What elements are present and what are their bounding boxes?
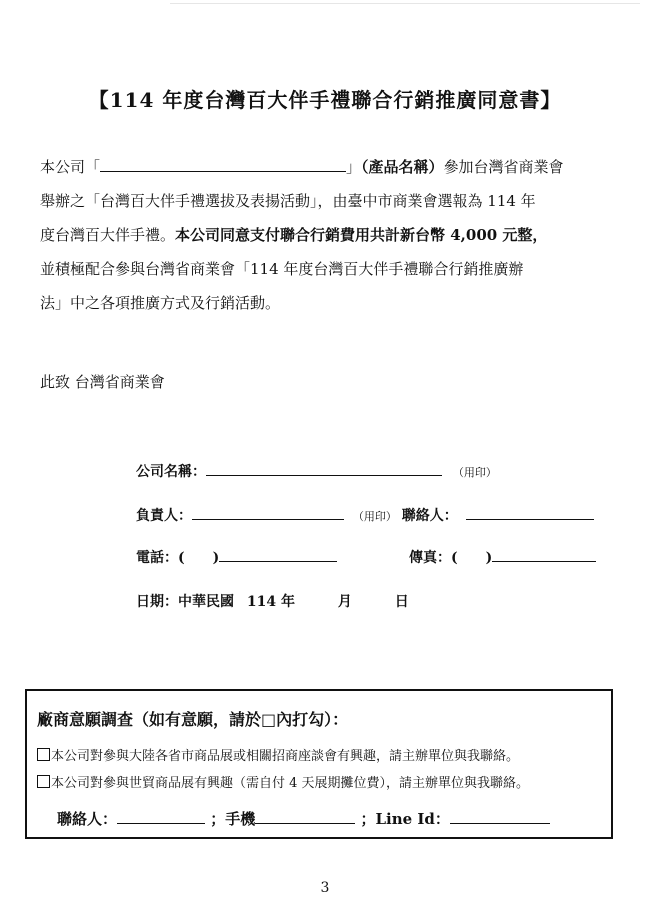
contact-person-label: 聯絡人： — [401, 508, 458, 524]
company-name-label: 公司名稱： — [136, 464, 206, 480]
date-year: 114 — [246, 594, 277, 610]
checkbox-option-1[interactable] — [37, 748, 50, 761]
quote-close: 」 — [346, 158, 362, 176]
paragraph-line-5: 法」中之各項推廣方式及行銷活動。 — [40, 294, 281, 312]
date-label: 日期：中華民國 — [136, 594, 234, 610]
paragraph-line-3 — [40, 218, 615, 252]
date-month-unit: 月 — [337, 594, 352, 610]
survey-option-1 — [37, 745, 519, 764]
phone-area-paren: ) — [212, 550, 220, 566]
product-name-field[interactable] — [100, 155, 346, 172]
survey-option-1-label: 本公司對參與大陸各省市商品展或相關招商座談會有興趣，請主辦單位與我聯絡。 — [51, 749, 520, 764]
date-year-unit: 年 — [280, 594, 295, 610]
company-name-field[interactable] — [206, 459, 442, 476]
fee-statement: 本公司同意支付聯合行銷費用共計新台幣 4,000 元整， — [175, 226, 548, 244]
paragraph-line-2: 舉辦之「台灣百大伴手禮選拔及表揚活動」，由臺中市商業會選報為 114 年 — [40, 192, 536, 210]
fax-label: 傳真：( — [409, 550, 458, 566]
top-divider — [170, 3, 640, 4]
page-number: 3 — [320, 880, 330, 896]
survey-line-id-label: ；Line Id： — [360, 810, 450, 828]
survey-line-id-field[interactable] — [450, 807, 550, 824]
survey-heading: 廠商意願調查（如有意願，請於□內打勾）： — [37, 710, 349, 729]
date-row — [136, 591, 409, 611]
salutation: 此致 台灣省商業會 — [40, 373, 165, 391]
page-title: 【114 年度台灣百大伴手禮聯合行銷推廣同意書】 — [88, 88, 562, 112]
survey-option-2 — [37, 772, 529, 791]
responsible-person-label: 負責人： — [136, 508, 192, 524]
fax-field[interactable] — [492, 545, 596, 562]
quote-open: 本公司「 — [40, 158, 101, 176]
phone-fax-row — [136, 545, 596, 567]
checkbox-option-2[interactable] — [37, 775, 50, 788]
fax-area-paren: ) — [485, 550, 493, 566]
paragraph-text: 參加台灣省商業會 — [443, 158, 564, 176]
responsible-person-field[interactable] — [192, 503, 344, 520]
consent-paragraph — [40, 150, 615, 320]
product-name-label: （產品名稱） — [361, 158, 444, 176]
seal-note: （用印） — [452, 466, 497, 479]
vendor-survey-box — [25, 689, 613, 839]
phone-field[interactable] — [219, 545, 337, 562]
survey-mobile-field[interactable] — [255, 807, 355, 824]
person-row — [136, 503, 594, 525]
survey-contact-row — [57, 807, 550, 829]
date-day-unit: 日 — [394, 594, 409, 610]
seal-note: （用印） — [352, 510, 397, 523]
paragraph-line-1 — [40, 150, 615, 184]
paragraph-text: 度台灣百大伴手禮。 — [40, 226, 176, 244]
paragraph-line-4: 並積極配合參與台灣省商業會「114 年度台灣百大伴手禮聯合行銷推廣辦 — [40, 260, 524, 278]
survey-contact-label: 聯絡人： — [57, 810, 118, 828]
survey-contact-field[interactable] — [117, 807, 205, 824]
contact-person-field[interactable] — [466, 503, 594, 520]
company-row — [136, 459, 497, 481]
phone-label: 電話：( — [136, 550, 185, 566]
survey-mobile-label: ；手機 — [210, 810, 256, 828]
survey-option-2-label: 本公司對參與世貿商品展有興趣（需自付 4 天展期攤位費），請主辦單位與我聯絡。 — [51, 776, 530, 791]
